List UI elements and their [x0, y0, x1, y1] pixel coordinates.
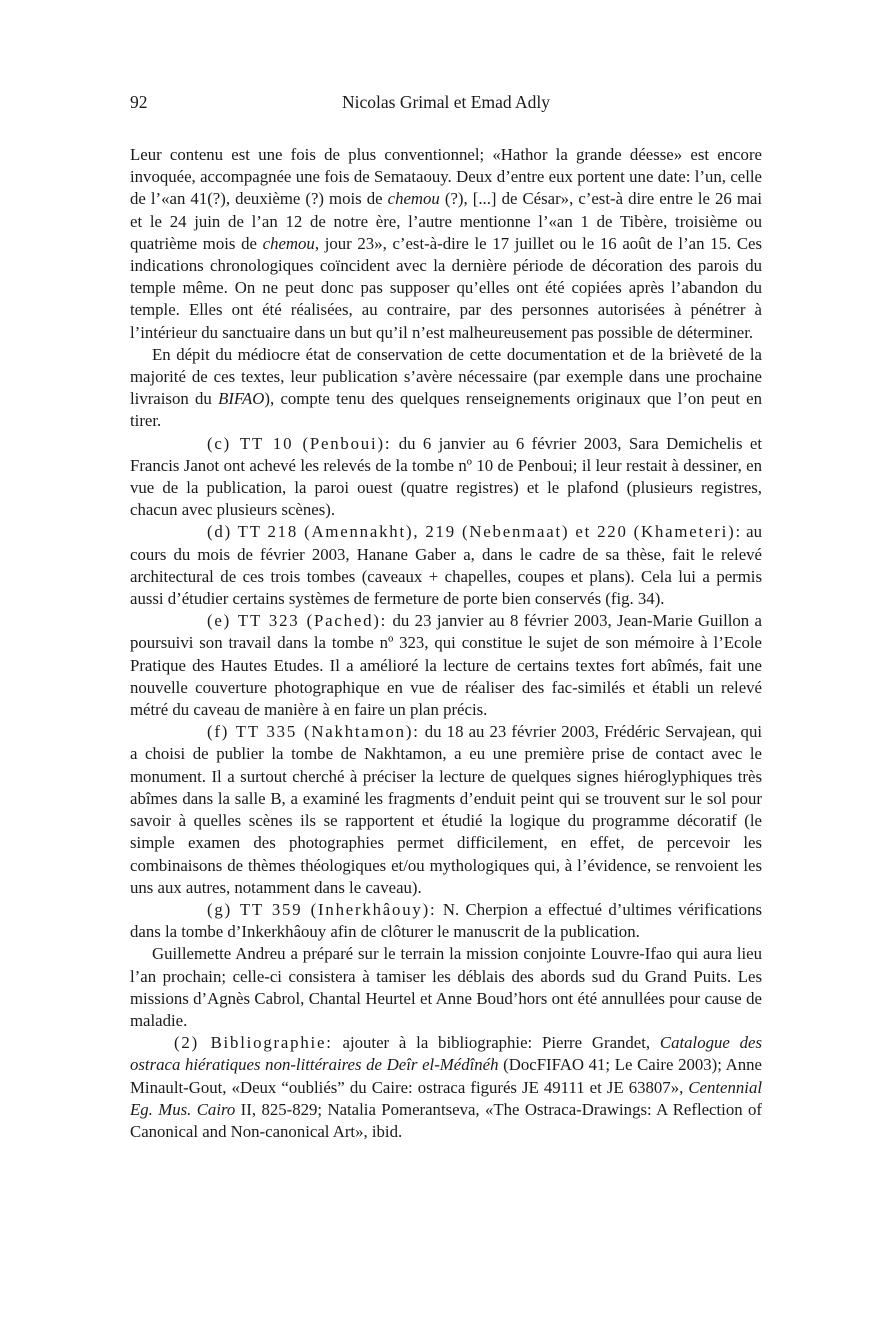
- section-d-amennakht: [130, 521, 762, 610]
- body-text: [130, 144, 762, 1143]
- section-heading: (f) TT 335 (Nakhtamon):: [207, 722, 420, 742]
- section-bibliographie: [130, 1032, 762, 1143]
- paragraph-2: [130, 344, 762, 433]
- section-text: du 18 au 23 février 2003, Frédéric Servajean, qui a choisi de publier la tombe de Nakhtamon, a eu une première prise de contact avec le monument. Il a surtout cherché à préciser la lecture de quelques signes hiéroglyphiques très abîmes dans la salle B, a examiné les fragments d’enduit peint qui se trouvent sur le sol pour savoir à quelles scènes ils se rapportent et étudié la logique du programme décoratif (le simple examen des photographies permet difficilement, en effet, de percevoir les combinaisons de thèmes théologiques et/ou mythologiques qui, à l’évidence, se renvoient les uns aux autres, notamment dans le caveau).: [130, 722, 762, 897]
- text-run: Leur contenu est une fois de plus conventionnel; «Hathor la grande déesse» est encore invoquée, accompagnée une fois de Semataouy. Deux d’entre eux portent une date: l’un, celle de l’«an 41(?), deuxième (?) mois de: [130, 145, 762, 209]
- section-heading: (g) TT 359 (Inherkhâouy):: [207, 899, 437, 919]
- section-heading: (e) TT 323 (Pached):: [207, 611, 388, 631]
- section-text: au cours du mois de février 2003, Hanane Gaber a, dans le cadre de sa thèse, fait le relevé architectural de ces trois tombes (caveaux + chapelles, coupes et plans). Cela lui a permis aussi d’étudier certains systèmes de fermeture de porte bien conservés (fig. 34).: [130, 522, 762, 609]
- section-heading: (c) TT 10 (Penboui):: [207, 433, 392, 453]
- section-text: N. Cherpion a effectué d’ultimes vérifications dans la tombe d’Inkerkhâouy afin de clôturer le manuscrit de la publication.: [130, 899, 762, 942]
- italic-term: chemou: [262, 233, 315, 253]
- text-run: , jour 23», c’est-à-dire le 17 juillet ou le 16 août de l’an 15. Ces indications chronologiques coïncident avec la dernière période de décoration des parois du temple même. On ne peut donc pas supposer qu’elles ont été copiées après l’abandon du temple. Elles ont été réalisées, au contraire, par des personnes autorisées à pénétrer à l’intérieur du sanctuaire dans un but qu’il n’est malheureusement pas possible de déterminer.: [130, 233, 763, 342]
- section-g-inherkhaouy: [130, 899, 762, 943]
- section-text: du 23 janvier au 8 février 2003, Jean-Marie Guillon a poursuivi son travail dans la tombe nº 323, qui constitue le sujet de son mémoire à l’Ecole Pratique des Hautes Etudes. Il a amélioré la lecture de certains textes fort abîmés, fait une nouvelle couverture photographique en vue de réaliser des fac-similés et établi un relevé métré du caveau de manière à en faire un plan précis.: [130, 611, 763, 720]
- text-run: ), compte tenu des quelques renseignements originaux que l’on peut en tirer.: [130, 389, 762, 431]
- journal-title: Centennial Eg. Mus. Cairo: [130, 1077, 762, 1119]
- book-title: Catalogue des ostraca hiératiques non-littéraires de Deîr el-Médînéh: [130, 1033, 762, 1075]
- text-run: (DocFIFAO 41; Le Caire 2003); Anne Minault-Gout, «Deux “oubliés” du Caire: ostraca figurés JE 49111 et JE 63807»,: [130, 1055, 763, 1097]
- text-run: ajouter à la bibliographie: Pierre Grandet,: [332, 1033, 660, 1053]
- section-f-nakhtamon: [130, 721, 762, 899]
- italic-term: chemou: [387, 189, 440, 209]
- text-run: Guillemette Andreu a préparé sur le terrain la mission conjointe Louvre-Ifao qui aura lieu l’an prochain; celle-ci consistera à tamiser les déblais des abords sud du Grand Puits. Les missions d’Agnès Cabrol, Chantal Heurtel et Anne Boud’hors ont été annullées pour cause de maladie.: [130, 944, 762, 1030]
- page-number: 92: [130, 92, 148, 112]
- section-c-penboui: [130, 433, 762, 522]
- running-header: [130, 92, 762, 116]
- section-text: du 6 janvier au 6 février 2003, Sara Demichelis et Francis Janot ont achevé les relevés de la tombe nº 10 de Penboui; il leur restait à dessiner, en vue de la publication, la paroi ouest (quatre registres) et le plafond (plusieurs registres, chacun avec plusieurs scènes).: [130, 433, 762, 520]
- running-title-authors: Nicolas Grimal et Emad Adly: [341, 92, 550, 112]
- section-heading: (d) TT 218 (Amennakht), 219 (Nebenmaat) et 220 (Khameteri):: [207, 522, 742, 542]
- text-run: En dépit du médiocre état de conservation de cette documentation et de la brièveté de la majorité de ces textes, leur publication s’avère nécessaire (par exemple dans une prochaine livraison du: [130, 344, 762, 409]
- text-run: II, 825-829; Natalia Pomerantseva, «The Ostraca-Drawings: A Reflection of Canonical and Non-canonical Art», ibid.: [130, 1099, 762, 1141]
- section-e-pached: [130, 610, 762, 721]
- text-run: (?), [...] de César», c’est-à dire entre le 26 mai et le 24 juin de l’an 12 de notre ère, l’autre mentionne l’«an 1 de Tibère, troisième ou quatrième mois de: [130, 189, 762, 253]
- paragraph-mission: [130, 943, 762, 1032]
- section-heading: (2) Bibliographie:: [174, 1033, 333, 1053]
- paragraph-1: [130, 144, 762, 344]
- journal-title: BIFAO: [218, 389, 265, 409]
